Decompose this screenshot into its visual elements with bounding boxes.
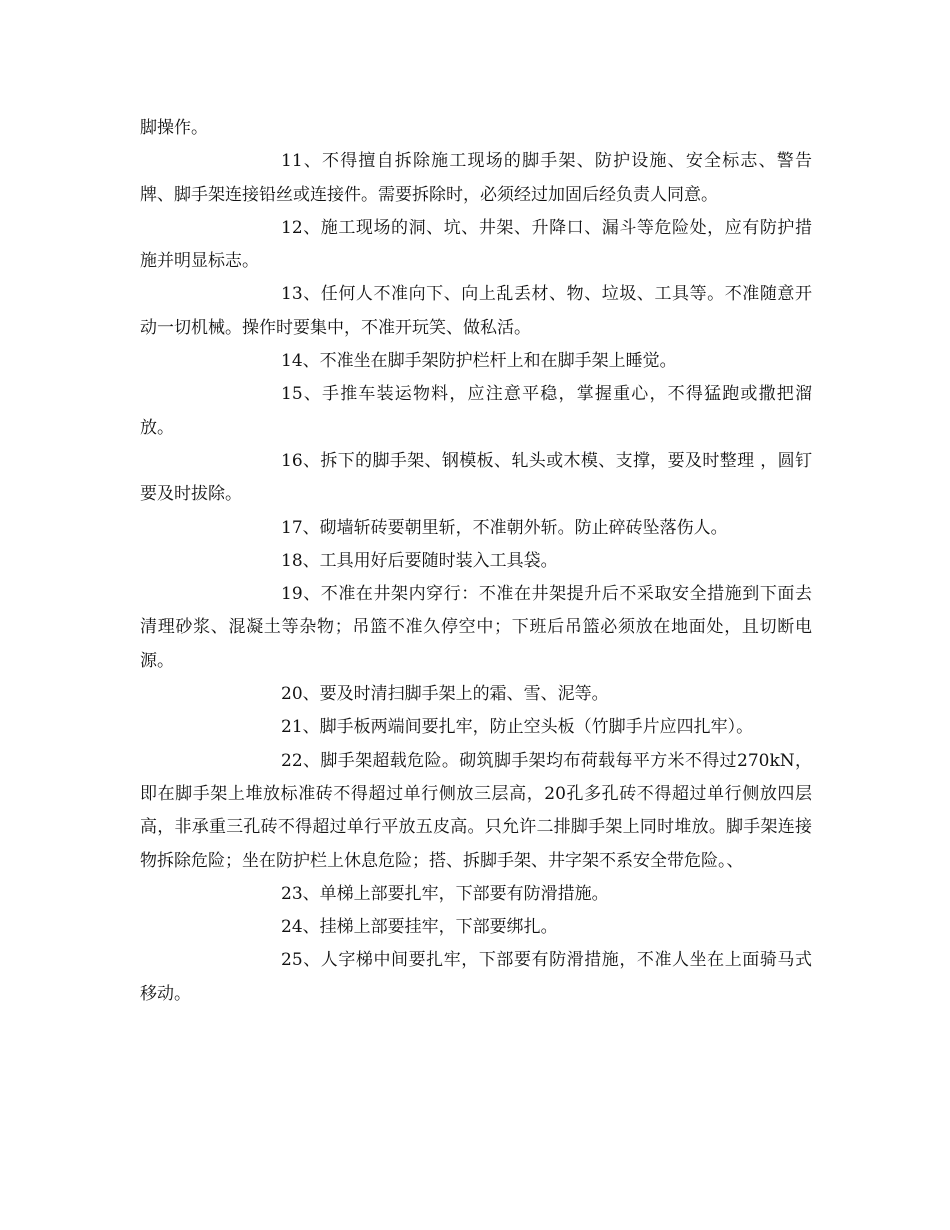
paragraph-item-23: 23、单梯上部要扎牢，下部要有防滑措施。 — [281, 883, 609, 904]
paragraph-item-20: 20、要及时清扫脚手架上的霜、雪、泥等。 — [281, 684, 609, 705]
paragraph-item-13: 13、任何人不准向下、向上乱丢材、物、垃圾、工具等。不准随意开动一切机械。操作时要集中，不准开玩笑、做私活。 — [140, 284, 812, 338]
paragraph-item-16: 16、拆下的脚手架、钢模板、轧头或木模、支撑，要及时整理 ，圆钉要及时拔除。 — [140, 450, 812, 505]
paragraph-item-24: 24、挂梯上部要挂牢，下部要绑扎。 — [281, 917, 558, 938]
paragraph-item-17: 17、砌墙斩砖要朝里斩，不准朝外斩。防止碎砖坠落伤人。 — [281, 517, 728, 538]
paragraph-item-11: 11、不得擅自拆除施工现场的脚手架、防护设施、安全标志、警告牌、脚手架连接铅丝或连接件。需要拆除时，必须经过加固后经负责人同意。 — [140, 151, 812, 205]
paragraph-item-15: 15、手推车装运物料，应注意平稳，掌握重心，不得猛跑或撒把溜放。 — [140, 384, 812, 438]
paragraph-continuation: 脚操作。 — [140, 118, 208, 138]
paragraph-item-21: 21、脚手板两端间要扎牢，防止空头板（竹脚手片应四扎牢）。 — [281, 717, 754, 738]
document-body — [140, 112, 812, 1011]
paragraph-item-25: 25、人字梯中间要扎牢，下部要有防滑措施，不准人坐在上面骑马式移动。 — [140, 950, 812, 1004]
paragraph-item-22: 22、脚手架超载危险。砌筑脚手架均布荷载每平方米不得过270kN，即在脚手架上堆放标准砖不得超过单行侧放三层高，20孔多孔砖不得超过单行侧放四层高，非承重三孔砖不得超过单行平放五皮高。只允许二排脚手架上同时堆放。脚手架连接物拆除危险；坐在防护栏上休息危险；搭、拆脚手架、井字架不系安全带危险。、 — [140, 750, 812, 871]
paragraph-item-18: 18、工具用好后要随时装入工具袋。 — [281, 550, 558, 571]
paragraph-item-12: 12、施工现场的洞、坑、井架、升降口、漏斗等危险处，应有防护措施并明显标志。 — [140, 217, 812, 272]
paragraph-item-19: 19、不准在井架内穿行：不准在井架提升后不采取安全措施到下面去清理砂浆、混凝土等杂物；吊篮不准久停空中；下班后吊篮必须放在地面处，且切断电源。 — [140, 584, 812, 671]
paragraph-item-14: 14、不准坐在脚手架防护栏杆上和在脚手架上睡觉。 — [281, 351, 677, 372]
